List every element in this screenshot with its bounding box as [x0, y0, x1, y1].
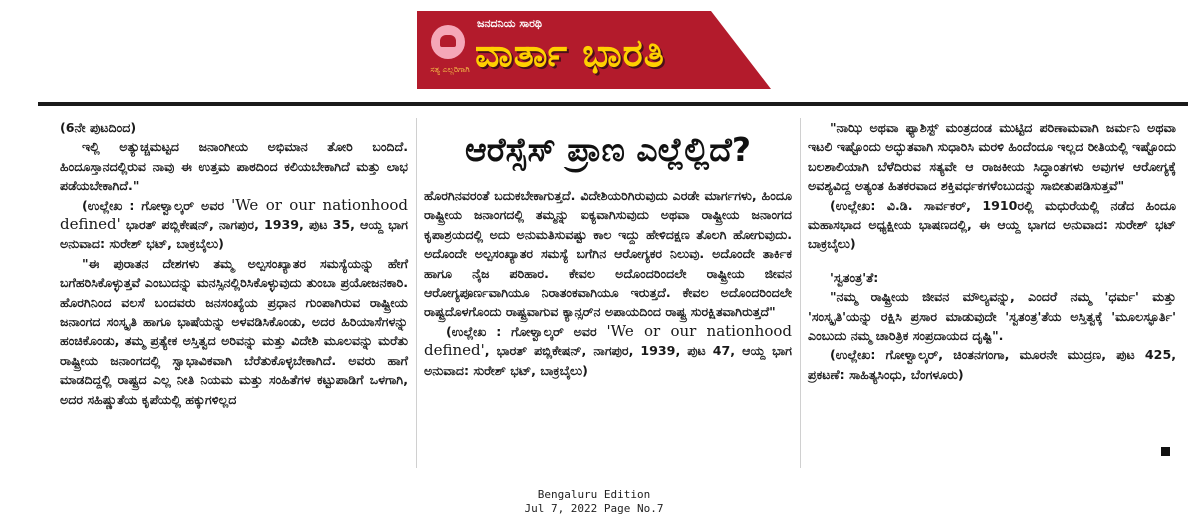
continued-label: (6ನೇ ಪುಟದಿಂದ) [60, 120, 137, 135]
headline: ಆರೆಸ್ಸೆಸ್ ಪ್ರಾಣ ಎಲ್ಲೆಲ್ಲಿದೆ? [465, 130, 751, 169]
header-rule [38, 102, 1188, 106]
paragraph: "ನಾಝಿ ಅಥವಾ ಫ್ಯಾಶಿಸ್ಟ್ ಮಂತ್ರದಂಡ ಮುಟ್ಟಿದ ಪರಿಣಾಮವಾಗಿ ಜರ್ಮನಿ ಅಥವಾ ಇಟಲಿ ಇಷ್ಟೊಂದು ಅದ್ಭುತವಾಗಿ ಸುಧಾರಿಸಿ ಮರಳಿ ಹಿಂದೆಂದೂ ಇಲ್ಲದ ರೀತಿಯಲ್ಲಿ ಇಷ್ಟೊಂದು ಬಲಶಾಲಿಯಾಗಿ ಬೆಳೆದಿರುವ ಸತ್ಯವೇ ಆ ರಾಜಕೀಯ ಸಿದ್ಧಾಂತಗಳು ಅವುಗಳ ಆರೋಗ್ಯಕ್ಕೆ ಅವಶ್ಯವಿದ್ದ ಅತ್ಯಂತ ಹಿತಕರವಾದ ಶಕ್ತಿವರ್ಧಕಗಳೆಂಬುದನ್ನು ಸಾಬೀತುಪಡಿಸುತ್ತವೆ" [808, 120, 1176, 194]
subheading: 'ಸ್ವತಂತ್ರ'ತೆ: [830, 269, 879, 285]
article-column-1 [60, 118, 408, 409]
citation: (ಉಲ್ಲೇಖ: ಗೋಳ್ವಾಲ್ಕರ್, ಚಿಂತನಗಂಗಾ, ಮೂರನೇ ಮುದ್ರಣ, ಪುಟ 425, ಪ್ರಕಟಣೆ: ಸಾಹಿತ್ಯಸಿಂಧು, ಬೆಂಗಳೂರು) [808, 347, 1176, 382]
book-title: 'We or our nationhood defined' [424, 321, 792, 360]
date-page-label: Jul 7, 2022 Page No.7 [524, 502, 664, 515]
column-divider [416, 118, 417, 468]
masthead-logo [417, 11, 771, 89]
paragraph: ಹೊರಗಿನವರಂತೆ ಬದುಕಬೇಕಾಗುತ್ತದೆ. ವಿದೇಶಿಯರಿಗಿರುವುದು ಎರಡೇ ಮಾರ್ಗಗಳು, ಹಿಂದೂ ರಾಷ್ಟ್ರೀಯ ಜನಾಂಗದಲ್ಲಿ ತಮ್ಮನ್ನು ಐಕ್ಯವಾಗಿಸುವುದು ಅಥವಾ ರಾಷ್ಟ್ರೀಯ ಜನಾಂಗದ ಕೃಪಾಶ್ರಯದಲ್ಲಿ ಅದು ಅನುಮತಿಸುವಷ್ಟು ಕಾಲ ಇದ್ದು ಹೇಳಿದಕ್ಷಣ ತೊಲಗಿ ಹೋಗುವುದು. ಅದೊಂದೇ ಅಲ್ಪಸಂಖ್ಯಾತರ ಸಮಸ್ಯೆ ಬಗೆಗಿನ ಆರೋಗ್ಯಕರ ನಿಲುವು. ಅದೊಂದೇ ತಾರ್ಕಿಕ ಹಾಗೂ ನೈಜ ಪರಿಹಾರ. ಕೇವಲ ಅದೊಂದರಿಂದಲೇ ರಾಷ್ಟ್ರೀಯ ಜೀವನ ಆರೋಗ್ಯಪೂರ್ಣವಾಗಿಯೂ ನಿರಾತಂಕವಾಗಿಯೂ ಇರುತ್ತದೆ. ಕೇವಲ ಅದೊಂದರಿಂದಲೇ ರಾಷ್ಟ್ರದೊಳಗೊಂದು ರಾಷ್ಟ್ರವಾಗುವ ಕ್ಯಾನ್ಸರ್‌ನ ಅಪಾಯದಿಂದ ರಾಷ್ಟ್ರ ಸುರಕ್ಷಿತವಾಗಿರುತ್ತದೆ" [424, 188, 792, 320]
book-title: 'We or our nationhood defined' [60, 195, 408, 234]
masthead-title: ವಾರ್ತಾ ಭಾರತಿ [475, 31, 665, 75]
end-of-article-marker [1161, 447, 1170, 456]
citation: (ಉಲ್ಲೇಖ : ಗೋಳ್ವಾಲ್ಕರ್ ಅವರ 'We or our nationhood defined' ಭಾರತ್ ಪಬ್ಲಿಕೇಷನ್, ನಾಗಪುರ, 1939, ಪುಟ 35, ಆಯ್ದ ಭಾಗ ಅನುವಾದ: ಸುರೇಶ್ ಭಟ್, ಬಾಕ್ರಬೈಲು) [60, 195, 408, 252]
column-divider [800, 118, 801, 468]
paragraph: "ಈ ಪುರಾತನ ದೇಶಗಳು ತಮ್ಮ ಅಲ್ಪಸಂಖ್ಯಾತರ ಸಮಸ್ಯೆಯನ್ನು ಹೇಗೆ ಬಗೆಹರಿಸಿಕೊಳ್ಳುತ್ತವೆ ಎಂಬುದನ್ನು ಮನಸ್ಸಿನಲ್ಲಿರಿಸಿಕೊಳ್ಳುವುದು ತುಂಬಾ ಪ್ರಯೋಜನಕಾರಿ. ಹೊರಗಿನಿಂದ ವಲಸೆ ಬಂದವರು ಜನಸಂಖ್ಯೆಯ ಪ್ರಧಾನ ಗುಂಪಾಗಿರುವ ರಾಷ್ಟ್ರೀಯ ಜನಾಂಗದ ಸಂಸ್ಕೃತಿ ಹಾಗೂ ಭಾಷೆಯನ್ನು ಅಳವಡಿಸಿಕೊಂಡು, ಅದರ ಹಿರಿಯಾಸೆಗಳನ್ನು ಹಂಚಿಕೊಂಡು, ತಮ್ಮ ಪ್ರತ್ಯೇಕ ಅಸ್ತಿತ್ವದ ಅರಿವನ್ನು ಮತ್ತು ವಿದೇಶಿ ಮೂಲವನ್ನು ಮರೆತು ರಾಷ್ಟ್ರೀಯ ಜನಾಂಗದಲ್ಲಿ ಸ್ವಾಭಾವಿಕವಾಗಿ ಬೆರೆತುಕೊಳ್ಳಬೇಕಾಗಿದೆ. ಅವರು ಹಾಗೆ ಮಾಡದಿದ್ದಲ್ಲಿ ರಾಷ್ಟ್ರದ ಎಲ್ಲ ನೀತಿ ನಿಯಮ ಮತ್ತು ಸಂಹಿತೆಗಳ ಕಟ್ಟುಪಾಡಿಗೆ ಒಳಗಾಗಿ, ಅದರ ಸಹಿಷ್ಣುತೆಯ ಕೃಪೆಯಲ್ಲಿ ಹಕ್ಕುಗಳಿಲ್ಲದ [60, 255, 408, 407]
spacer [808, 254, 1176, 268]
edition-label: Bengaluru Edition [537, 488, 651, 501]
logo-motto: ಸತ್ಯ ಎಲ್ಲರಿಗಾಗಿ [430, 65, 470, 74]
paragraph: "ನಮ್ಮ ರಾಷ್ಟ್ರೀಯ ಜೀವನ ಮೌಲ್ಯವನ್ನು, ಎಂದರೆ ನಮ್ಮ 'ಧರ್ಮ' ಮತ್ತು 'ಸಂಸ್ಕೃತಿ'ಯನ್ನು ರಕ್ಷಿಸಿ ಪ್ರಸಾರ ಮಾಡುವುದೇ 'ಸ್ವತಂತ್ರ'ತೆಯ ಅಸ್ತಿತ್ವಕ್ಕೆ 'ಮೂಲಸ್ಫೂರ್ತಿ' ಎಂಬುದು ನಮ್ಮ ಚಾರಿತ್ರಿಕ ಸಂಪ್ರದಾಯದ ದೃಷ್ಟಿ". [808, 289, 1176, 344]
page-footer [0, 488, 1188, 516]
paragraph: ಇಲ್ಲಿ ಅತ್ಯುಚ್ಚಮಟ್ಟದ ಜನಾಂಗೀಯ ಅಭಿಮಾನ ತೋರಿ ಬಂದಿದೆ. ಹಿಂದೂಸ್ತಾನದಲ್ಲಿರುವ ನಾವು ಈ ಉತ್ತಮ ಪಾಠದಿಂದ ಕಲಿಯಬೇಕಾಗಿದೆ ಮತ್ತು ಲಾಭ ಪಡೆಯಬೇಕಾಗಿದೆ." [60, 139, 408, 194]
citation: (ಉಲ್ಲೇಖ: ವಿ.ಡಿ. ಸಾರ್ವಕರ್, 1910ರಲ್ಲಿ ಮಧುರೆಯಲ್ಲಿ ನಡೆದ ಹಿಂದೂ ಮಹಾಸಭಾದ ಅಧ್ಯಕ್ಷೀಯ ಭಾಷಣದಲ್ಲಿ, ಈ ಆಯ್ದ ಭಾಗದ ಅನುವಾದ: ಸುರೇಶ್ ಭಟ್ ಬಾಕ್ರಬೈಲು) [808, 197, 1176, 252]
citation: (ಉಲ್ಲೇಖ : ಗೋಳ್ವಾಲ್ಕರ್ ಅವರ 'We or our nationhood defined', ಭಾರತ್ ಪಬ್ಲಿಕೇಷನ್, ನಾಗಪುರ, 1939, ಪುಟ 47, ಆಯ್ದ ಭಾಗ ಅನುವಾದ: ಸುರೇಶ್ ಭಟ್, ಬಾಕ್ರಬೈಲು) [424, 321, 792, 378]
masthead-tagline: ಜನದನಿಯ ಸಾರಥಿ [477, 17, 542, 30]
logo-emblem-icon [431, 25, 465, 59]
article-column-3 [808, 118, 1176, 384]
article-column-2 [424, 126, 792, 380]
